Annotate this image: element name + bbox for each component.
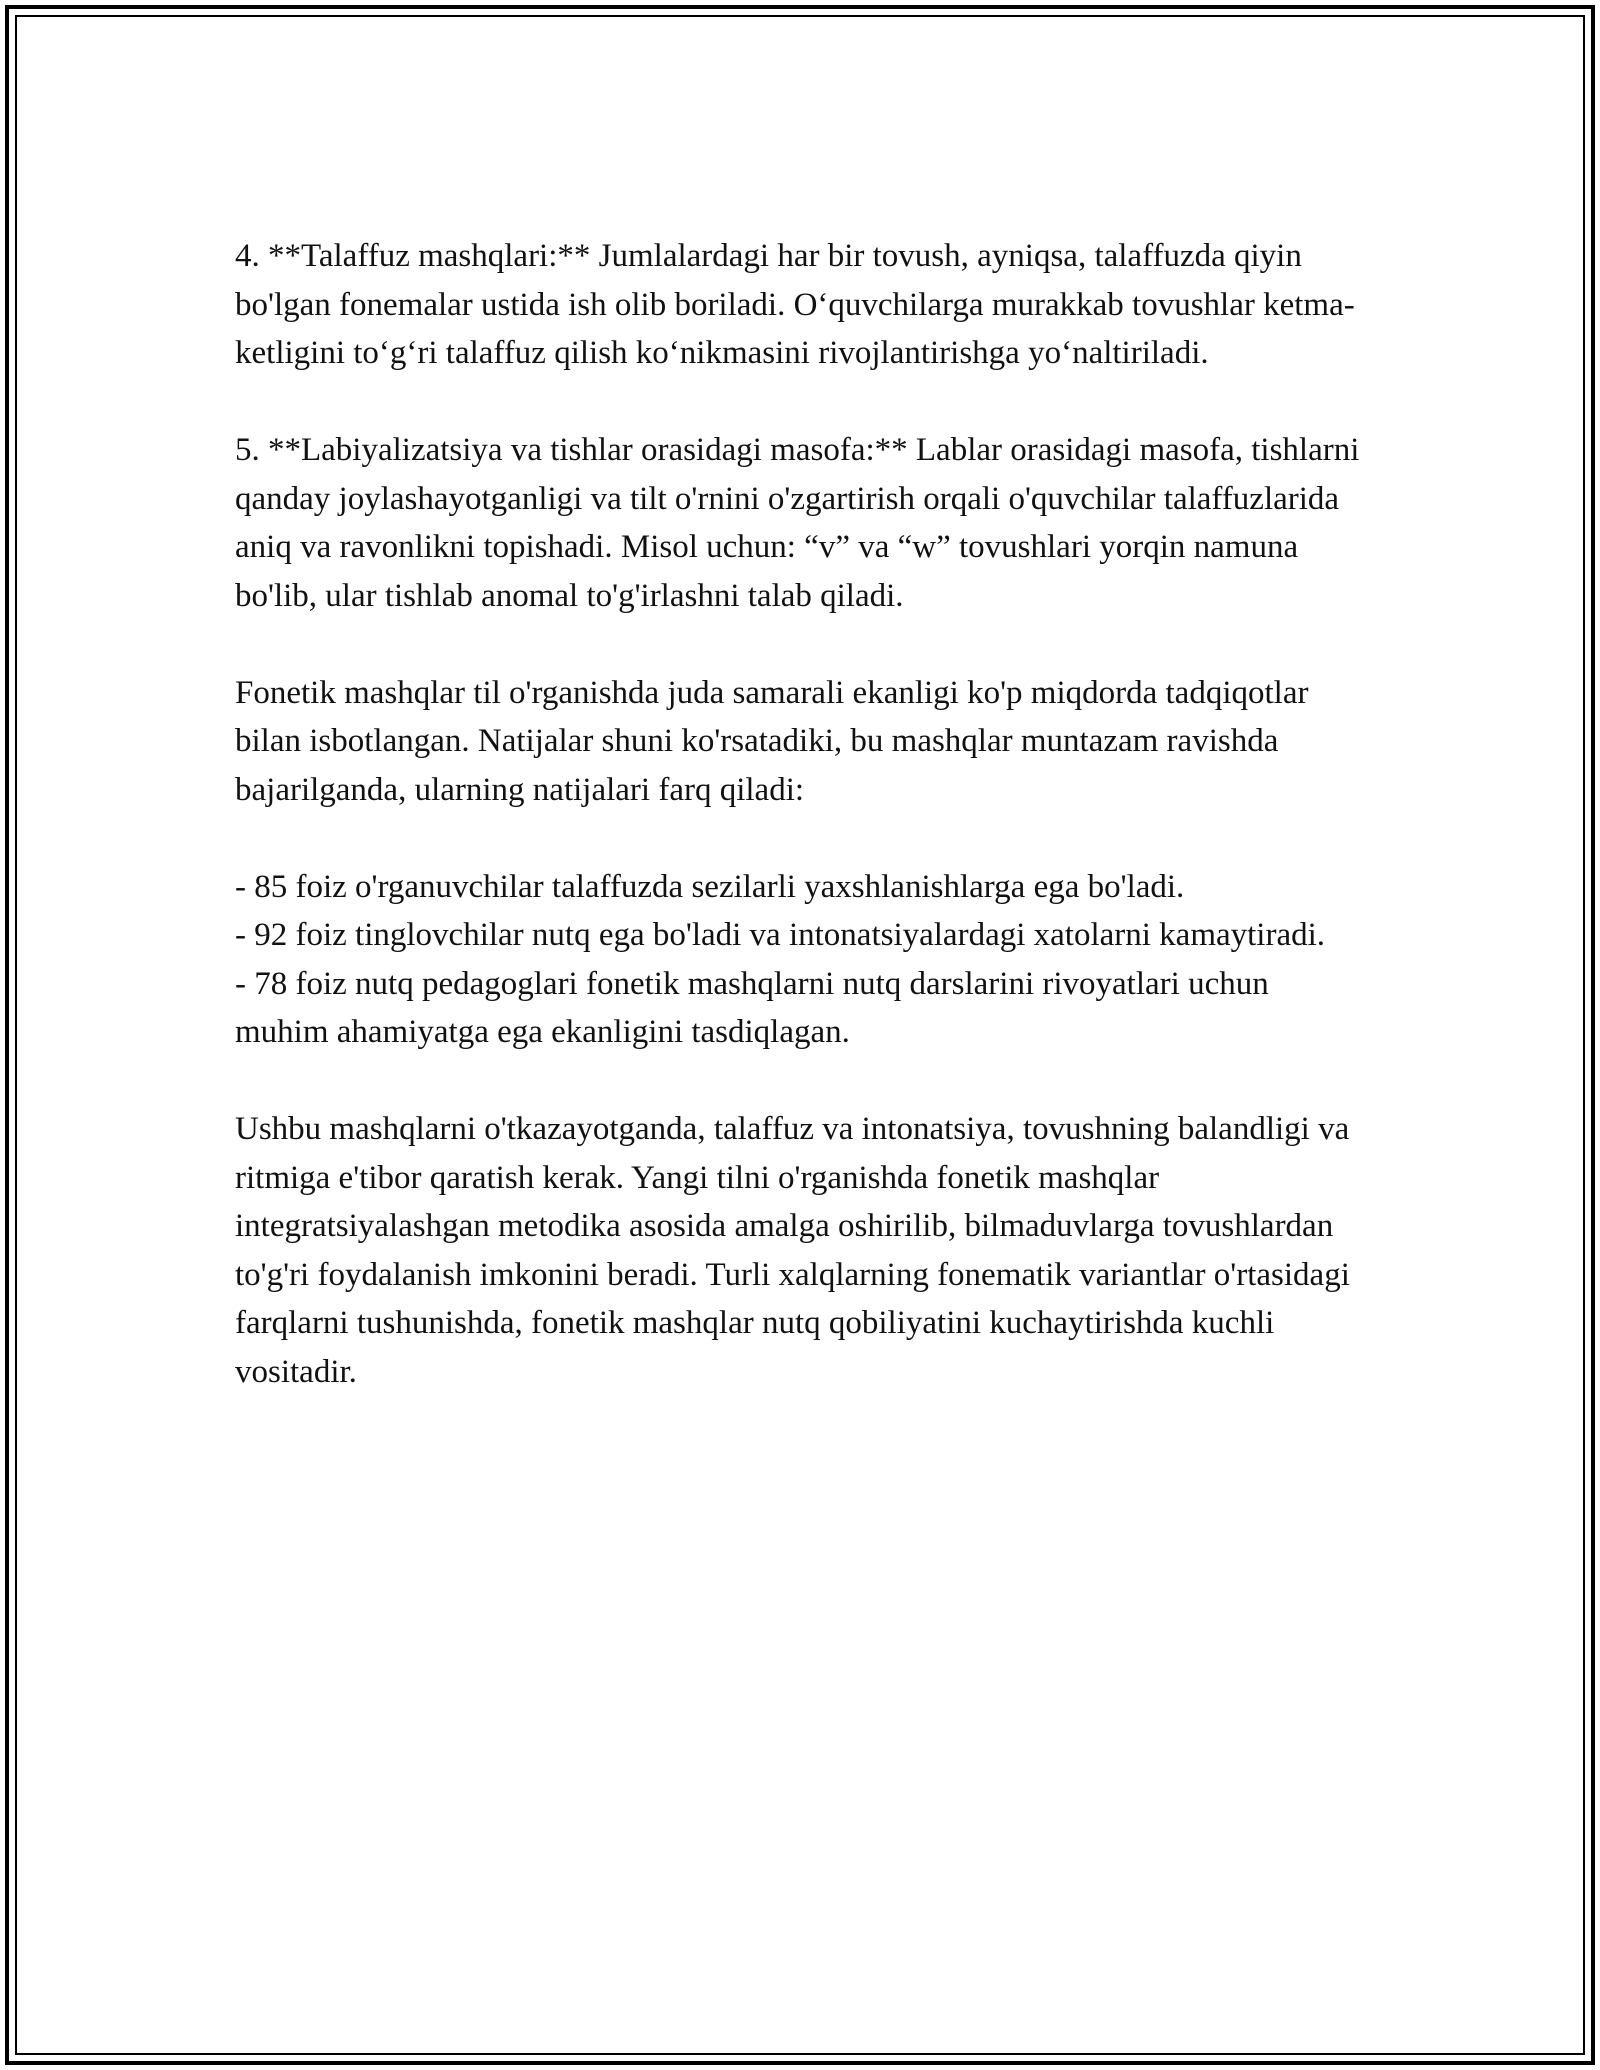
document-body: [235, 232, 1365, 1445]
paragraph-research: Fonetik mashqlar til o'rganishda juda samarali ekanligi ko'p miqdorda tadqiqotlar bilan isbotlangan. Natijalar shuni ko'rsatadiki, bu mashqlar muntazam ravishda bajarilganda, ularning natijalari farq qiladi:: [235, 674, 1309, 808]
stat-item-85: - 85 foiz o'rganuvchilar talaffuzda sezilarli yaxshlanishlarga ega bo'ladi.: [235, 868, 1185, 905]
stat-item-92: - 92 foiz tinglovchilar nutq ega bo'ladi va intonatsiyalardagi xatolarni kamaytiradi.: [235, 917, 1326, 953]
paragraph-conclusion: Ushbu mashqlarni o'tkazayotganda, talaffuz va intonatsiya, tovushning balandligi va ritmiga e'tibor qaratish kerak. Yangi tilni o'rganishda fonetik mashqlar integratsiyalashgan metodika asosida amalga oshirilib, bilmaduvlarga tovushlardan to'g'ri foydalanish imkonini beradi. Turli xalqlarning fonematik variantlar o'rtasidagi farqlarni tushunishda, fonetik mashqlar nutq qobiliyatini kuchaytirishda kuchli vositadir.: [235, 1111, 1350, 1390]
stats-list: [235, 863, 1365, 1057]
list-item-4-talaffuz: 4. **Talaffuz mashqlari:** Jumlalardagi har bir tovush, ayniqsa, talaffuzda qiyin bo'lgan fonemalar ustida ish olib boriladi. O‘quvchilarga murakkab tovushlar ketma-ketligini to‘g‘ri talaffuz qilish ko‘nikmasini rivojlantirishga yo‘naltiriladi.: [235, 238, 1355, 371]
list-item-5-labiyalizatsiya: 5. **Labiyalizatsiya va tishlar orasidagi masofa:** Lablar orasidagi masofa, tishlarni qanday joylashayotganligi va tilt o'rnini o'zgartirish orqali o'quvchilar talaffuzlarida aniq va ravonlikni topishadi. Misol uchun: “v” va “w” tovushlari yorqin namuna bo'lib, ular tishlab anomal to'g'irlashni talab qiladi.: [235, 432, 1360, 614]
stat-item-78: - 78 foiz nutq pedagoglari fonetik mashqlarni nutq darslarini rivoyatlari uchun muhim ahamiyatga ega ekanligini tasdiqlagan.: [235, 965, 1269, 1050]
